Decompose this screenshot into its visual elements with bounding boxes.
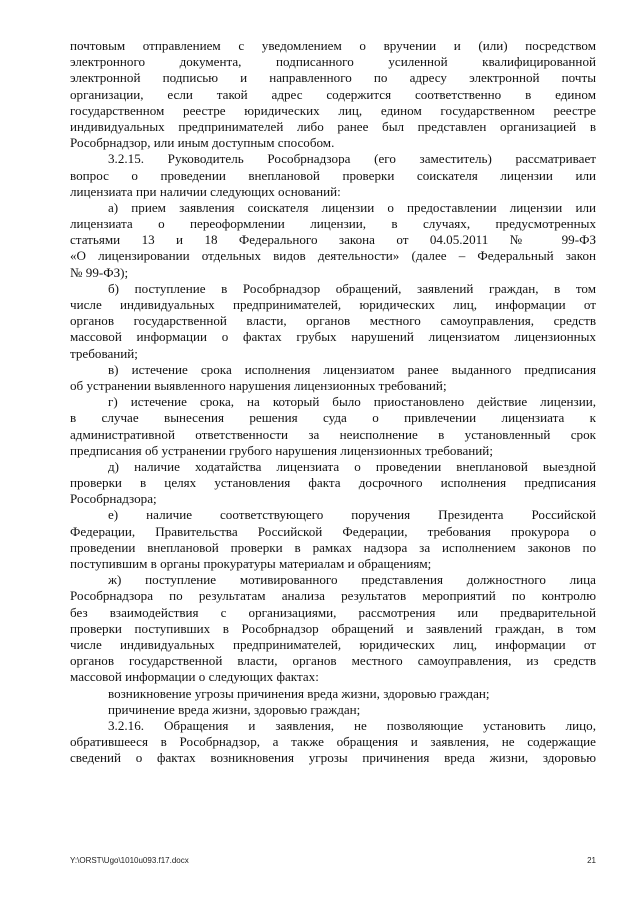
- text-line: Рособрнадзор, или иным доступным способом.: [70, 135, 335, 151]
- text-line: предписания об устранении грубого нарушения лицензионных требований;: [70, 442, 493, 458]
- text-line: № 99-ФЗ);: [70, 264, 129, 280]
- text-line: г) истечение срока, на который было приостановлено действие лицензии,: [108, 394, 596, 410]
- text-line: «О лицензировании отдельных видов деятельности» (далее – Федеральный закон: [70, 248, 596, 264]
- text-line: органов государственной власти, органов местного самоуправления, из средств: [70, 653, 596, 669]
- text-line: числе индивидуальных предпринимателей, юридических лиц, информации от: [70, 636, 596, 652]
- text-line: государственном реестре юридических лиц, едином государственном реестре: [70, 102, 596, 118]
- text-line: 3.2.15. Руководитель Рособрнадзора (его заместитель) рассматривает: [108, 151, 596, 167]
- text-line: б) поступление в Рособрнадзор обращений, заявлений граждан, в том: [108, 280, 596, 296]
- text-line: почтовым отправлением с уведомлением о вручении и (или) посредством: [70, 38, 596, 53]
- text-line: 3.2.16. Обращения и заявления, не позволяющие установить лицо,: [108, 717, 596, 733]
- text-line: причинение вреда жизни, здоровью граждан;: [108, 701, 361, 717]
- text-line: Рособрнадзора;: [70, 491, 157, 507]
- text-line: электронного документа, подписанного усиленной квалифицированной: [70, 54, 596, 70]
- text-line: вопрос о проведении внеплановой проверки соискателя лицензии или: [70, 167, 596, 183]
- text-line: д) наличие ходатайства лицензиата о проведении внеплановой выездной: [108, 458, 596, 474]
- text-line: лицензиата о переоформлении лицензии, в случаях, предусмотренных: [70, 216, 596, 232]
- document-body-text: [70, 38, 596, 766]
- text-line: лицензиата при наличии следующих оснований:: [70, 183, 341, 199]
- text-line: в случае вынесения решения суда о привлечении лицензиата к: [70, 410, 596, 426]
- text-line: ж) поступление мотивированного представления должностного лица: [108, 572, 596, 588]
- text-line: Рособрнадзора по результатам анализа результатов мероприятий по контролю: [70, 588, 596, 604]
- text-line: требований;: [70, 345, 138, 361]
- text-line: в) истечение срока исполнения лицензиатом ранее выданного предписания: [108, 361, 596, 377]
- footer-file-path: Y:\ORST\Ugo\1010u093.f17.docx: [70, 856, 189, 865]
- text-line: проведении внеплановой проверки в рамках надзора за исполнением законов по: [70, 539, 596, 555]
- text-line: статьями 13 и 18 Федерального закона от 04.05.2011 № 99-ФЗ: [70, 232, 596, 248]
- text-line: индивидуальных предпринимателей либо ранее был представлен организацией в: [70, 118, 596, 134]
- text-line: числе индивидуальных предпринимателей, юридических лиц, информации от: [70, 297, 596, 312]
- text-line: обратившееся в Рособрнадзор, а также обращения и заявления, не содержащие: [70, 734, 596, 750]
- text-line: проверки в целях установления факта досрочного исполнения предписания: [70, 475, 596, 491]
- text-line: поступившим в органы прокуратуры материалам и обращениям;: [70, 556, 432, 571]
- text-line: массовой информации о следующих фактах:: [70, 669, 319, 685]
- text-line: возникновение угрозы причинения вреда жизни, здоровью граждан;: [108, 685, 490, 701]
- text-line: е) наличие соответствующего поручения Президента Российской: [108, 507, 596, 523]
- footer-page-number: 21: [587, 856, 596, 865]
- text-line: сведений о фактах возникновения угрозы причинения вреда жизни, здоровью: [70, 750, 596, 766]
- text-line: а) прием заявления соискателя лицензии о предоставлении лицензии или: [108, 199, 596, 215]
- text-line: массовой информации о фактах грубых нарушений лицензиатом лицензионных: [70, 329, 596, 345]
- text-line: административной ответственности за неисполнение в установленный срок: [70, 426, 596, 442]
- text-line: без взаимодействия с организациями, рассмотрения или предварительной: [70, 604, 596, 620]
- text-line: электронной подписью и направленного по адресу электронной почты: [70, 70, 596, 86]
- text-line: органов государственной власти, органов местного самоуправления, средств: [70, 313, 596, 329]
- text-line: проверки поступивших в Рособрнадзор обращений и заявлений граждан, в том: [70, 620, 596, 636]
- text-line: Федерации, Правительства Российской Федерации, требования прокурора о: [70, 523, 596, 539]
- text-line: организации, если такой адрес содержится соответственно в едином: [70, 86, 596, 102]
- text-line: об устранении выявленного нарушения лицензионных требований;: [70, 377, 447, 393]
